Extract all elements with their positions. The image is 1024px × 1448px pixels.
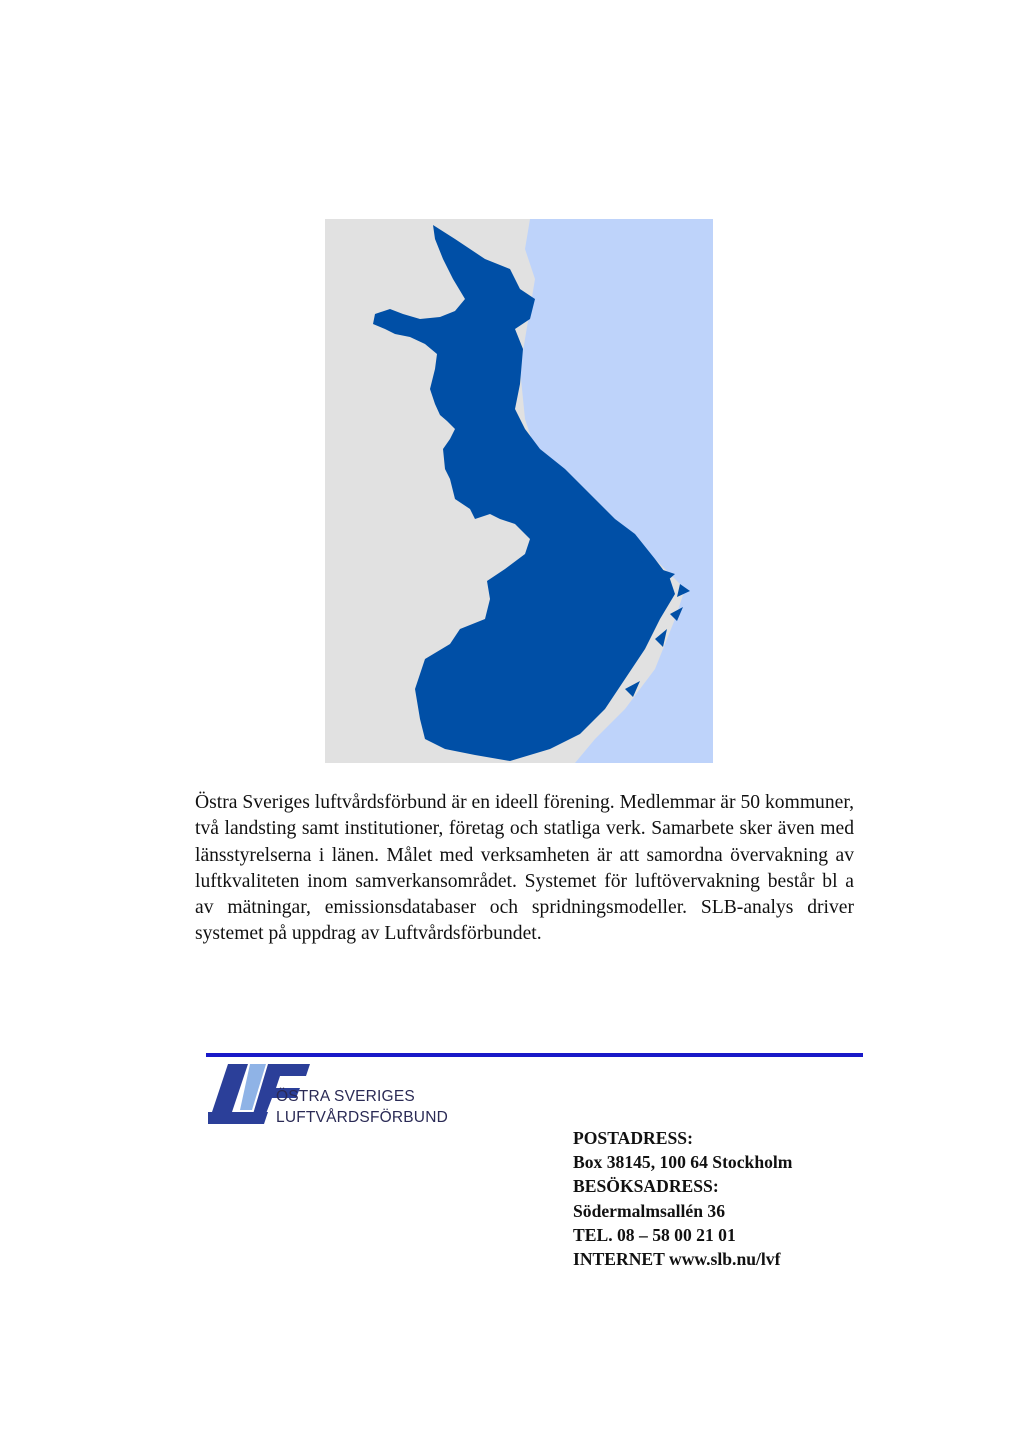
divider-rule bbox=[206, 1053, 863, 1057]
logo-line-1: ÖSTRA SVERIGES bbox=[276, 1088, 415, 1105]
region-map-graphic bbox=[325, 219, 713, 763]
logo-wordmark bbox=[276, 1086, 448, 1128]
contact-block bbox=[573, 1126, 792, 1271]
visit-address: Södermalmsallén 36 bbox=[573, 1200, 725, 1221]
post-address: Box 38145, 100 64 Stockholm bbox=[573, 1152, 793, 1173]
region-map bbox=[325, 219, 713, 763]
logo-line-2: LUFTVÅRDSFÖRBUND bbox=[276, 1109, 448, 1126]
internet-link[interactable]: INTERNET www.slb.nu/lvf bbox=[573, 1249, 781, 1270]
intro-paragraph: Östra Sveriges luftvårdsförbund är en ideell förening. Medlemmar är 50 kommuner, två landsting samt institutioner, företag och statliga verk. Samarbete sker även med länsstyrelserna i länen. Målet med verksamheten är att samordna övervakning av luftkvaliteten inom samverkansområdet. Systemet för luftövervakning består bl a av mätningar, emissionsdatabaser och spridningsmodeller. SLB-analys driver systemet på uppdrag av Luftvårdsförbundet. bbox=[195, 792, 854, 945]
phone-number: TEL. 08 – 58 00 21 01 bbox=[573, 1224, 736, 1245]
post-label: POSTADRESS: bbox=[573, 1128, 693, 1148]
visit-label: BESÖKSADRESS: bbox=[573, 1176, 719, 1197]
